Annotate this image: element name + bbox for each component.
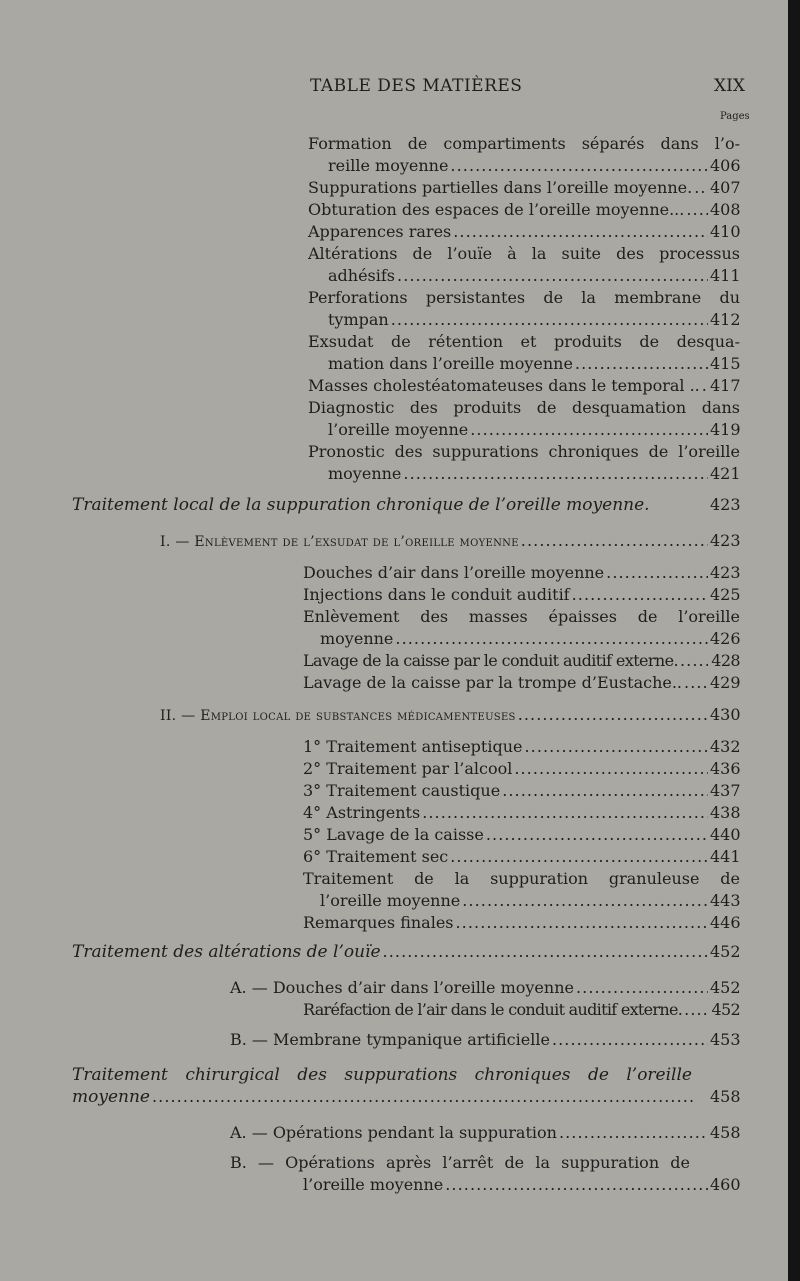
- toc-entry: moyenne . . . 426: [320, 628, 740, 650]
- toc-page-number: 436: [710, 759, 741, 778]
- toc-entry: Injections dans le conduit auditif . . . 425: [303, 584, 740, 606]
- toc-page-number: 411: [710, 266, 741, 285]
- toc-page-number: 458: [710, 1087, 741, 1106]
- toc-page-number: 452: [710, 942, 741, 961]
- toc-entry: moyenne . . . 421: [328, 463, 740, 485]
- toc-page-number: 407: [710, 178, 741, 197]
- toc-section-heading: Traitement local de la suppuration chronique de l’oreille moyenne. 423: [72, 495, 741, 515]
- toc-page-number: 408: [710, 200, 741, 219]
- toc-entry: 1° Traitement antiseptique . . . 432: [303, 736, 740, 758]
- toc-entry-line: Diagnostic des produits de desquamation dans: [308, 398, 740, 417]
- toc-entry: Apparences rares . . . 410: [308, 221, 740, 243]
- toc-entry: B. — Membrane tympanique artificielle . . . 453: [230, 1029, 740, 1051]
- toc-entry-line: Exsudat de rétention et produits de desqua-: [308, 332, 740, 351]
- toc-page-number: 438: [710, 803, 741, 822]
- toc-entry-line: Perforations persistantes de la membrane du: [308, 288, 740, 307]
- pages-column-label: Pages: [720, 111, 750, 122]
- toc-entry: Raréfaction de l’air dans le conduit auditif externe. . . . 452: [303, 999, 740, 1021]
- toc-page-number: 430: [710, 705, 741, 724]
- running-header-title: TABLE DES MATIÈRES: [310, 76, 523, 96]
- toc-page-number: 440: [710, 825, 741, 844]
- toc-section-heading-line: Traitement chirurgical des suppurations chroniques de l’oreille: [72, 1065, 692, 1085]
- toc-page-number: 429: [710, 673, 741, 692]
- toc-entry-line: Traitement de la suppuration granuleuse de: [303, 869, 740, 888]
- toc-page-number: 443: [710, 891, 741, 910]
- toc-page-number: 452: [710, 978, 741, 997]
- toc-page-number: 432: [710, 737, 741, 756]
- toc-entry: Lavage de la caisse par le conduit auditif externe. . . . 428: [303, 650, 740, 672]
- toc-entry: reille moyenne . . . 406: [328, 155, 740, 177]
- toc-entry-line: Altérations de l’ouïe à la suite des processus: [308, 244, 740, 263]
- toc-page-number: 412: [710, 310, 741, 329]
- toc-section-heading: moyenne . . . 458: [72, 1086, 740, 1108]
- toc-page-number: 423: [710, 531, 741, 550]
- toc-page-number: 428: [711, 651, 740, 670]
- toc-subsection-heading: I. — Enlèvement de l’exsudat de l’oreille moyenne . . . 423: [160, 530, 740, 552]
- toc-entry: l’oreille moyenne . . . 460: [303, 1174, 740, 1196]
- toc-page-number: 453: [710, 1030, 741, 1049]
- toc-entry: 5° Lavage de la caisse . . . 440: [303, 824, 740, 846]
- toc-entry: l’oreille moyenne . . . 443: [320, 890, 740, 912]
- toc-entry: A. — Opérations pendant la suppuration . . . 458: [230, 1122, 740, 1144]
- toc-page-number: 423: [710, 563, 741, 582]
- toc-entry: 3° Traitement caustique . . . 437: [303, 780, 740, 802]
- toc-page-number: 421: [710, 464, 741, 483]
- toc-entry: tympan . . . 412: [328, 309, 740, 331]
- toc-page-number: 419: [710, 420, 741, 439]
- toc-page-number: 410: [710, 222, 741, 241]
- toc-entry: Remarques finales . . . 446: [303, 912, 740, 934]
- toc-entry: Masses cholestéatomateuses dans le temporal .. . . . 417: [308, 375, 740, 397]
- toc-entry: 6° Traitement sec . . . 441: [303, 846, 740, 868]
- toc-subsection-heading: II. — Emploi local de substances médicamenteuses . . . 430: [160, 704, 740, 726]
- toc-section-heading: Traitement des altérations de l’ouïe . . . 452: [72, 941, 740, 963]
- toc-entry: Lavage de la caisse par la trompe d’Eustache.. . . . 429: [303, 672, 740, 694]
- toc-entry: Douches d’air dans l’oreille moyenne . . . 423: [303, 562, 740, 584]
- toc-page-number: 441: [710, 847, 741, 866]
- toc-page-number: 452: [711, 1000, 740, 1019]
- toc-page-number: 437: [710, 781, 741, 800]
- toc-entry: Obturation des espaces de l’oreille moyenne... . . . 408: [308, 199, 740, 221]
- toc-entry: A. — Douches d’air dans l’oreille moyenne . . . 452: [230, 977, 740, 999]
- toc-page-number: 426: [710, 629, 741, 648]
- toc-page-number: 460: [710, 1175, 741, 1194]
- book-spine-shadow: [788, 0, 800, 1281]
- toc-page-number: 406: [710, 156, 741, 175]
- page-number: XIX: [714, 76, 745, 96]
- toc-entry: 4° Astringents . . . 438: [303, 802, 740, 824]
- toc-page-number: 446: [710, 913, 741, 932]
- toc-entry-line: Formation de compartiments séparés dans l’o-: [308, 134, 740, 153]
- toc-page-number: 425: [710, 585, 741, 604]
- toc-entry-line: B. — Opérations après l’arrêt de la suppuration de: [230, 1153, 690, 1172]
- toc-entry: Suppurations partielles dans l’oreille moyenne. . . . 407: [308, 177, 740, 199]
- toc-entry-line: Pronostic des suppurations chroniques de l’oreille: [308, 442, 740, 461]
- toc-entry: mation dans l’oreille moyenne . . . 415: [328, 353, 740, 375]
- toc-page-number: 415: [710, 354, 741, 373]
- toc-entry-line: Enlèvement des masses épaisses de l’oreille: [303, 607, 740, 626]
- toc-entry: adhésifs . . . 411: [328, 265, 740, 287]
- toc-page-number: 458: [710, 1123, 741, 1142]
- toc-entry: 2° Traitement par l’alcool . . . 436: [303, 758, 740, 780]
- toc-entry: l’oreille moyenne . . . 419: [328, 419, 740, 441]
- toc-page-number: 417: [710, 376, 741, 395]
- toc-page-number: 423: [710, 495, 741, 514]
